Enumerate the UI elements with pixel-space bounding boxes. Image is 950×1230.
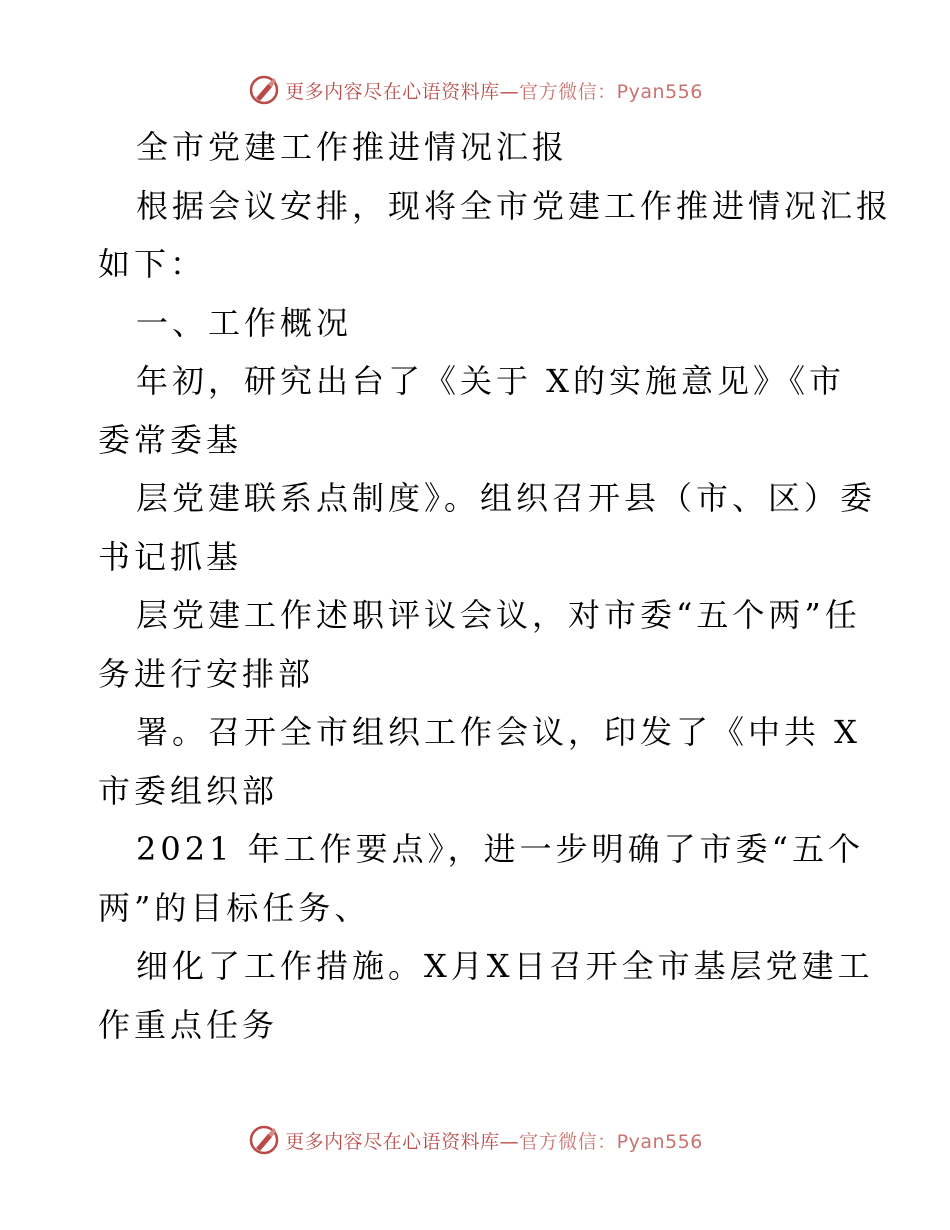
pen-logo-icon bbox=[247, 1123, 281, 1157]
document-line: 根据会议安排，现将全市党建工作推进情况汇报 bbox=[136, 186, 893, 225]
document-line: 2021 年工作要点》，进一步明确了市委“五个 bbox=[136, 830, 864, 868]
document-line: 层党建工作述职评议会议，对市委“五个两”任 bbox=[136, 596, 861, 634]
header-watermark-banner bbox=[0, 70, 950, 110]
footer-banner-text: 更多内容尽在心语资料库—官方微信：Pyan556 bbox=[285, 1130, 703, 1153]
document-line: 书记抓基 bbox=[98, 537, 243, 576]
header-banner-text: 更多内容尽在心语资料库—官方微信：Pyan556 bbox=[285, 80, 703, 103]
header-wechat-id: 官方微信：Pyan556 bbox=[519, 80, 703, 103]
document-line: 务进行安排部 bbox=[98, 654, 315, 693]
pen-logo-icon bbox=[247, 73, 281, 107]
document-line: 作重点任务 bbox=[98, 1005, 279, 1044]
document-line: 如下： bbox=[98, 245, 207, 283]
document-line: 层党建联系点制度》。组织召开县（市、区）委 bbox=[136, 479, 877, 517]
document-line: 细化了工作措施。X月X日召开全市基层党建工 bbox=[136, 947, 874, 985]
document-line: 一、工作概况 bbox=[136, 303, 353, 342]
document-line: 署。召开全市组织工作会议，印发了《中共 X bbox=[136, 713, 861, 751]
document-line: 市委组织部 bbox=[98, 771, 279, 810]
footer-watermark-banner bbox=[0, 1120, 950, 1160]
footer-wechat-id: 官方微信：Pyan556 bbox=[519, 1130, 703, 1153]
document-line: 两”的目标任务、 bbox=[98, 888, 371, 927]
document-line: 全市党建工作推进情况汇报 bbox=[136, 128, 569, 166]
document-line: 年初，研究出台了《关于 X的实施意见》《市 bbox=[136, 362, 845, 400]
document-line: 委常委基 bbox=[98, 420, 243, 459]
document-body bbox=[98, 118, 893, 1054]
